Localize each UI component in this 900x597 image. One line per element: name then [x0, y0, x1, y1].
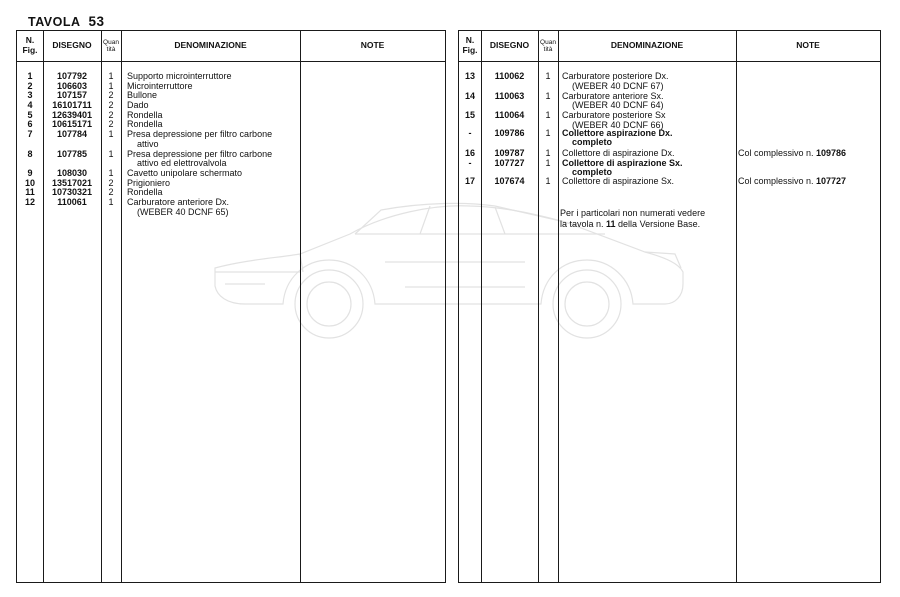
fig-number: 6 — [27, 119, 33, 130]
remark-note: Per i particolari non numerati vedere la tavola n. 11 della Versione Base. — [560, 208, 706, 229]
quantity: 1 — [545, 71, 551, 81]
part-number: 106603 — [56, 80, 88, 91]
fig-number: 11 — [25, 187, 35, 198]
header-disegno: DISEGNO — [489, 40, 530, 51]
denominazione — [562, 159, 683, 178]
denominazione-line: Cavetto unipolare schermato — [127, 167, 243, 178]
denominazione-line: (WEBER 40 DCNF 67) — [572, 80, 664, 91]
denominazione — [127, 198, 229, 217]
quantity: 2 — [108, 100, 114, 111]
left-parts-table — [16, 30, 446, 583]
page-title — [28, 14, 105, 29]
part-number: 10730321 — [51, 187, 93, 198]
fig-number: 17 — [464, 176, 475, 186]
fig-number: 7 — [27, 129, 33, 140]
quantity: 1 — [108, 71, 114, 81]
quantity: 1 — [545, 127, 551, 138]
fig-number: 9 — [27, 167, 33, 178]
left-rows — [17, 72, 445, 217]
denominazione-line: Presa depressione per filtro carbone — [127, 129, 273, 140]
part-number: 107674 — [494, 176, 525, 186]
table-row — [17, 130, 445, 149]
part-number: 13517021 — [51, 177, 93, 188]
part-number: 10615171 — [51, 119, 93, 130]
header-denominazione: DENOMINAZIONE — [174, 40, 247, 51]
quantity: 1 — [545, 157, 551, 168]
quantity: 1 — [545, 176, 551, 186]
part-number: 16101711 — [52, 100, 92, 111]
quantity: 1 — [108, 129, 114, 140]
table-row — [459, 129, 880, 148]
fig-number: 10 — [24, 177, 35, 188]
part-number: 107727 — [494, 157, 525, 168]
header-note: NOTE — [796, 40, 820, 51]
denominazione — [562, 72, 669, 91]
table-row — [459, 72, 880, 91]
denominazione-line: Carburatore anteriore Sx. — [562, 90, 664, 101]
denominazione-line: Supporto microinterruttore — [127, 71, 232, 81]
part-number: 108030 — [56, 167, 88, 178]
part-number: 110062 — [494, 71, 525, 81]
denominazione-line: attivo — [137, 138, 159, 149]
part-number: 110064 — [494, 110, 525, 120]
denominazione-line: (WEBER 40 DCNF 65) — [137, 206, 229, 217]
header-note: NOTE — [360, 40, 385, 51]
page-title-label: TAVOLA — [28, 15, 81, 29]
denominazione-line: completo — [572, 137, 613, 148]
quantity: 2 — [108, 109, 114, 120]
table-row — [459, 177, 880, 187]
denominazione — [127, 130, 272, 149]
denominazione-line: Carburatore anteriore Dx. — [127, 196, 230, 207]
fig-number: 15 — [464, 110, 475, 120]
denominazione — [562, 92, 664, 111]
part-number: 107785 — [56, 148, 88, 159]
denominazione — [127, 150, 272, 169]
table-row — [459, 159, 880, 178]
quantity: 2 — [108, 177, 114, 188]
denominazione-line: Prigioniero — [127, 177, 171, 188]
part-number: 109787 — [494, 148, 525, 158]
quantity: 2 — [108, 187, 114, 198]
denominazione-line: Microinterruttore — [127, 80, 193, 91]
quantity: 1 — [545, 90, 551, 101]
fig-number: 8 — [27, 148, 33, 159]
denominazione-line: Rondella — [127, 187, 163, 198]
fig-number: - — [468, 127, 472, 138]
quantity: 1 — [108, 148, 114, 159]
table-row — [459, 92, 880, 111]
denominazione-line: Collettore di aspirazione Dx. — [562, 148, 675, 158]
table-row — [17, 198, 445, 217]
denominazione-line: Collettore di aspirazione Sx. — [562, 176, 675, 186]
header-divider — [459, 61, 880, 62]
denominazione-line: Presa depressione per filtro carbone — [127, 148, 273, 159]
denominazione-line: Carburatore posteriore Sx — [562, 110, 666, 120]
denominazione-line: attivo ed elettrovalvola — [137, 158, 227, 169]
table-row — [17, 150, 445, 169]
denominazione-line: completo — [572, 167, 613, 178]
fig-number: 4 — [27, 100, 33, 111]
fig-number: 16 — [464, 148, 475, 158]
quantity: 1 — [545, 110, 551, 120]
header-quantita: Quan tità — [103, 38, 119, 53]
quantity: 2 — [108, 90, 114, 101]
quantity: 1 — [108, 167, 114, 178]
denominazione-line: Rondella — [127, 109, 163, 120]
header-disegno: DISEGNO — [52, 40, 92, 51]
part-number: 107784 — [56, 129, 88, 140]
quantity: 1 — [545, 148, 551, 158]
fig-number: 2 — [27, 80, 33, 91]
note: Col complessivo n. 109786 — [738, 148, 847, 158]
header-quantita: Quan tità — [540, 38, 556, 53]
denominazione-line: (WEBER 40 DCNF 64) — [572, 100, 664, 111]
part-number: 12639401 — [51, 109, 93, 120]
fig-number: - — [468, 157, 472, 168]
denominazione-line: (WEBER 40 DCNF 66) — [572, 119, 664, 130]
part-number: 110061 — [57, 196, 87, 207]
note: Col complessivo n. 107727 — [738, 176, 847, 186]
denominazione-line: Collettore di aspirazione Sx. — [562, 157, 683, 168]
fig-number: 14 — [464, 90, 475, 101]
part-number: 109786 — [494, 127, 525, 138]
quantity: 2 — [108, 119, 114, 130]
part-number: 110063 — [494, 90, 525, 101]
part-number: 107792 — [56, 71, 88, 81]
fig-number: 3 — [27, 90, 33, 101]
denominazione — [562, 177, 674, 187]
quantity: 1 — [108, 80, 114, 91]
header-fig: N. Fig. — [22, 35, 38, 55]
fig-number: 1 — [27, 71, 33, 81]
denominazione-line: Rondella — [127, 119, 163, 130]
denominazione-line: Dado — [127, 100, 149, 111]
part-number: 107157 — [56, 90, 88, 101]
page-title-number: 53 — [88, 14, 105, 29]
denominazione — [562, 129, 673, 148]
fig-number: 5 — [27, 109, 33, 120]
header-denominazione: DENOMINAZIONE — [610, 40, 684, 51]
header-divider — [17, 61, 445, 62]
fig-number: 13 — [464, 71, 475, 81]
header-fig: N. Fig. — [462, 35, 478, 55]
quantity: 1 — [108, 196, 114, 207]
denominazione-line: Carburatore posteriore Dx. — [562, 71, 669, 81]
denominazione-line: Bullone — [127, 90, 158, 101]
right-parts-table — [458, 30, 881, 583]
denominazione-line: Collettore aspirazione Dx. — [562, 127, 673, 138]
fig-number: 12 — [24, 196, 35, 207]
